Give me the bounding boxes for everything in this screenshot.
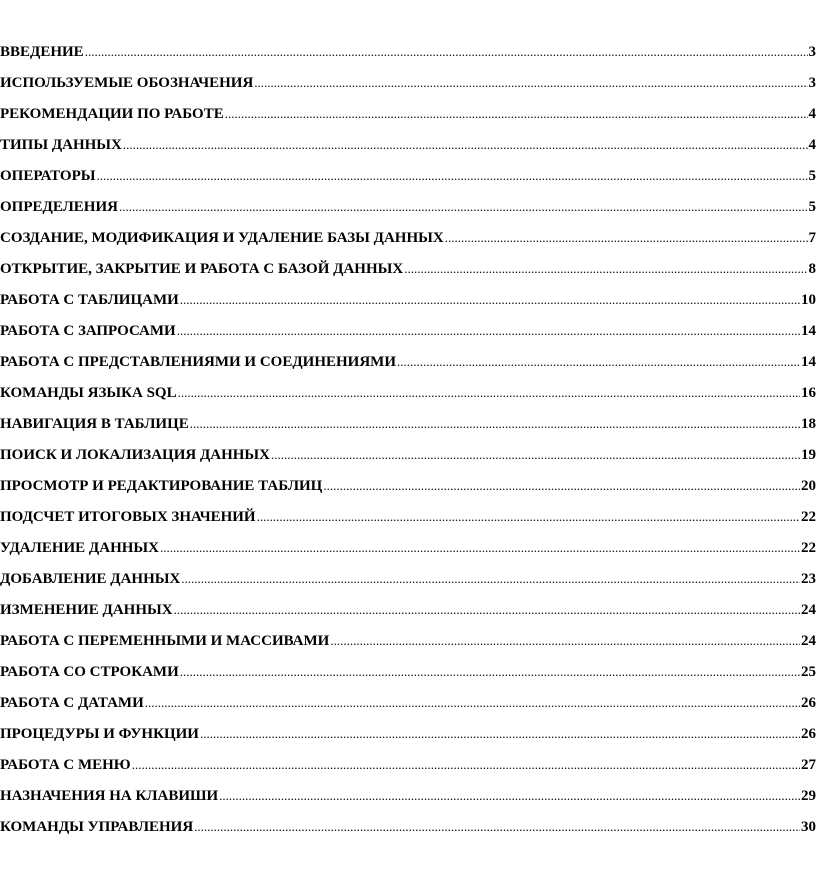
toc-dot-leader <box>200 718 800 749</box>
toc-entry-title: УДАЛЕНИЕ ДАННЫХ <box>0 540 159 556</box>
toc-entry-title: НАЗНАЧЕНИЯ НА КЛАВИШИ <box>0 788 219 804</box>
toc-entry-page-number: 5 <box>808 199 816 215</box>
toc-entry-title: РАБОТА С ТАБЛИЦАМИ <box>0 292 179 308</box>
toc-dot-leader <box>119 191 808 222</box>
toc-entry-title: РАБОТА С ДАТАМИ <box>0 695 144 711</box>
toc-entry-page-number: 26 <box>801 695 816 711</box>
toc-entry-title: ТИПЫ ДАННЫХ <box>0 137 122 153</box>
toc-dot-leader <box>397 346 800 377</box>
toc-entry-page-number: 29 <box>801 788 816 804</box>
toc-entry[interactable] <box>0 36 816 67</box>
toc-entry[interactable] <box>0 129 816 160</box>
toc-dot-leader <box>225 98 808 129</box>
toc-entry-page-number: 4 <box>808 137 816 153</box>
toc-entry-page-number: 25 <box>801 664 816 680</box>
toc-dot-leader <box>174 594 800 625</box>
toc-dot-leader <box>271 439 800 470</box>
toc-entry[interactable] <box>0 346 816 377</box>
toc-entry-page-number: 14 <box>801 354 816 370</box>
toc-entry[interactable] <box>0 563 816 594</box>
toc-entry-page-number: 3 <box>808 75 816 91</box>
toc-entry-title: ПОИСК И ЛОКАЛИЗАЦИЯ ДАННЫХ <box>0 447 270 463</box>
toc-entry-title: ПОДСЧЕТ ИТОГОВЫХ ЗНАЧЕНИЙ <box>0 509 256 525</box>
toc-dot-leader <box>254 67 807 98</box>
toc-entry[interactable] <box>0 470 816 501</box>
toc-entry-title: РЕКОМЕНДАЦИИ ПО РАБОТЕ <box>0 106 224 122</box>
toc-entry[interactable] <box>0 687 816 718</box>
toc-entry-page-number: 30 <box>801 819 816 835</box>
toc-entry[interactable] <box>0 718 816 749</box>
toc-entry[interactable] <box>0 191 816 222</box>
toc-entry-title: РАБОТА С ПРЕДСТАВЛЕНИЯМИ И СОЕДИНЕНИЯМИ <box>0 354 396 370</box>
toc-entry[interactable] <box>0 780 816 811</box>
toc-entry-page-number: 22 <box>801 540 816 556</box>
toc-entry[interactable] <box>0 811 816 842</box>
toc-entry-title: ИЗМЕНЕНИЕ ДАННЫХ <box>0 602 173 618</box>
toc-entry-title: НАВИГАЦИЯ В ТАБЛИЦЕ <box>0 416 189 432</box>
toc-entry-page-number: 7 <box>808 230 816 246</box>
toc-entry[interactable] <box>0 439 816 470</box>
toc-entry-page-number: 14 <box>801 323 816 339</box>
toc-entry[interactable] <box>0 656 816 687</box>
toc-dot-leader <box>178 377 800 408</box>
toc-entry-title: ИСПОЛЬЗУЕМЫЕ ОБОЗНАЧЕНИЯ <box>0 75 254 91</box>
toc-entry-title: ОПЕРАТОРЫ <box>0 168 96 184</box>
toc-dot-leader <box>123 129 808 160</box>
toc-dot-leader <box>219 780 800 811</box>
toc-entry[interactable] <box>0 160 816 191</box>
toc-dot-leader <box>323 470 800 501</box>
toc-dot-leader <box>180 656 800 687</box>
toc-entry-title: ОТКРЫТИЕ, ЗАКРЫТИЕ И РАБОТА С БАЗОЙ ДАННЫХ <box>0 261 404 277</box>
toc-entry-title: РАБОТА СО СТРОКАМИ <box>0 664 179 680</box>
toc-dot-leader <box>330 625 800 656</box>
toc-entry[interactable] <box>0 501 816 532</box>
toc-entry[interactable] <box>0 408 816 439</box>
toc-entry-page-number: 16 <box>801 385 816 401</box>
toc-entry[interactable] <box>0 532 816 563</box>
toc-entry-title: ВВЕДЕНИЕ <box>0 44 84 60</box>
table-of-contents <box>0 36 816 842</box>
toc-entry-page-number: 20 <box>801 478 816 494</box>
toc-entry-page-number: 26 <box>801 726 816 742</box>
toc-entry[interactable] <box>0 315 816 346</box>
toc-dot-leader <box>180 284 800 315</box>
toc-dot-leader <box>145 687 800 718</box>
toc-entry[interactable] <box>0 67 816 98</box>
toc-entry-page-number: 4 <box>808 106 816 122</box>
toc-entry[interactable] <box>0 253 816 284</box>
toc-entry-page-number: 24 <box>801 633 816 649</box>
toc-dot-leader <box>445 222 808 253</box>
toc-entry-page-number: 5 <box>808 168 816 184</box>
toc-entry[interactable] <box>0 749 816 780</box>
toc-entry-page-number: 18 <box>801 416 816 432</box>
toc-entry[interactable] <box>0 284 816 315</box>
toc-entry-title: КОМАНДЫ ЯЗЫКА SQL <box>0 385 177 401</box>
toc-entry-page-number: 10 <box>801 292 816 308</box>
toc-entry[interactable] <box>0 222 816 253</box>
toc-entry-title: СОЗДАНИЕ, МОДИФИКАЦИЯ И УДАЛЕНИЕ БАЗЫ ДАННЫХ <box>0 230 444 246</box>
toc-dot-leader <box>160 532 800 563</box>
toc-entry-title: РАБОТА С МЕНЮ <box>0 757 131 773</box>
toc-entry-page-number: 22 <box>801 509 816 525</box>
toc-entry-title: ОПРЕДЕЛЕНИЯ <box>0 199 118 215</box>
toc-entry-page-number: 24 <box>801 602 816 618</box>
toc-entry-title: РАБОТА С ПЕРЕМЕННЫМИ И МАССИВАМИ <box>0 633 330 649</box>
toc-entry-title: КОМАНДЫ УПРАВЛЕНИЯ <box>0 819 194 835</box>
toc-dot-leader <box>404 253 807 284</box>
toc-entry[interactable] <box>0 377 816 408</box>
toc-entry-page-number: 8 <box>808 261 816 277</box>
toc-entry-title: ПРОСМОТР И РЕДАКТИРОВАНИЕ ТАБЛИЦ <box>0 478 323 494</box>
toc-dot-leader <box>85 36 808 67</box>
toc-dot-leader <box>177 315 800 346</box>
toc-dot-leader <box>96 160 807 191</box>
toc-entry-page-number: 19 <box>801 447 816 463</box>
toc-dot-leader <box>181 563 800 594</box>
toc-entry-page-number: 27 <box>801 757 816 773</box>
toc-entry-page-number: 3 <box>808 44 816 60</box>
toc-entry[interactable] <box>0 625 816 656</box>
toc-entry[interactable] <box>0 594 816 625</box>
toc-entry-title: ПРОЦЕДУРЫ И ФУНКЦИИ <box>0 726 199 742</box>
toc-entry-title: РАБОТА С ЗАПРОСАМИ <box>0 323 176 339</box>
toc-entry[interactable] <box>0 98 816 129</box>
toc-entry-title: ДОБАВЛЕНИЕ ДАННЫХ <box>0 571 181 587</box>
toc-entry-page-number: 23 <box>801 571 816 587</box>
toc-dot-leader <box>190 408 800 439</box>
toc-dot-leader <box>257 501 800 532</box>
toc-dot-leader <box>132 749 800 780</box>
toc-dot-leader <box>194 811 800 842</box>
